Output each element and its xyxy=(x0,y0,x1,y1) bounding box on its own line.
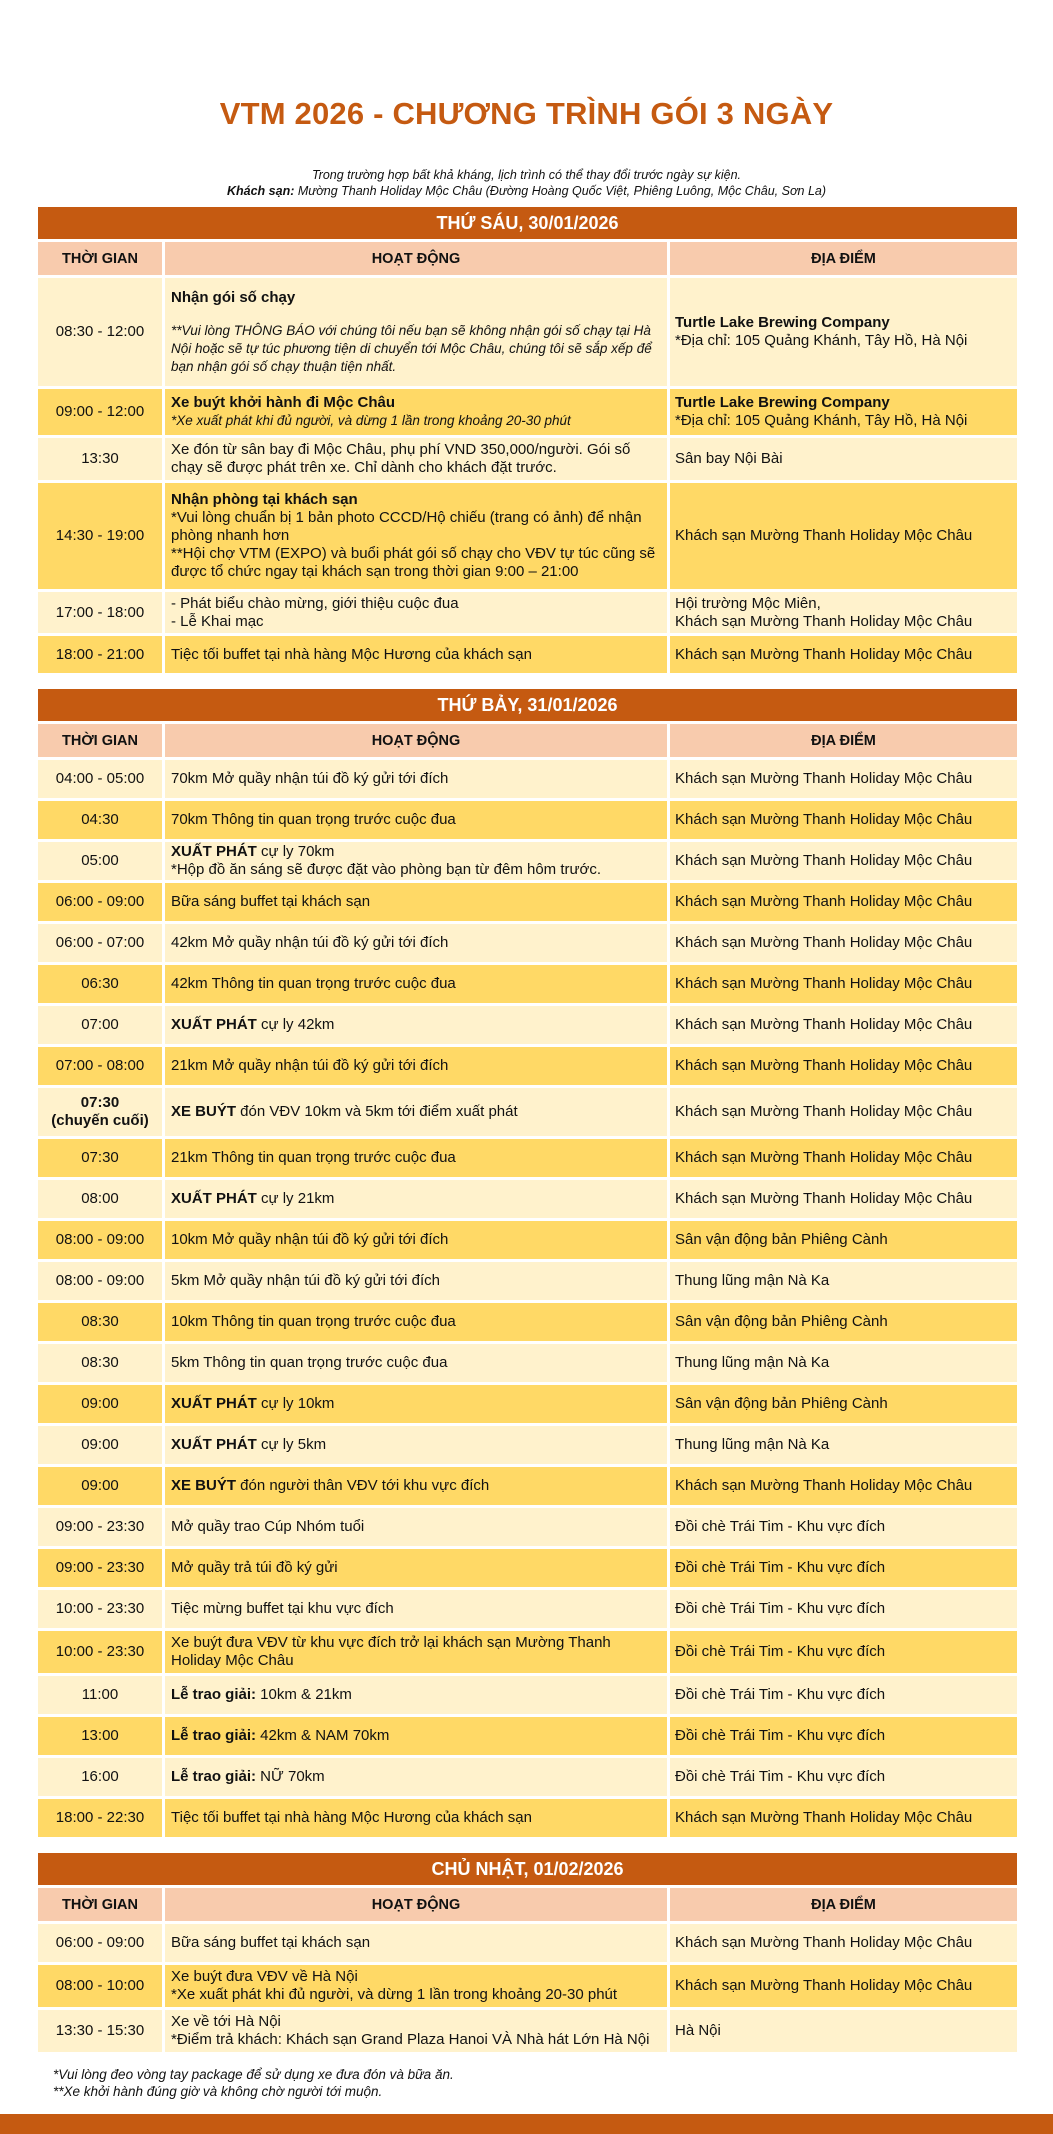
disclaimer-note: Trong trường hợp bất khả kháng, lịch trình có thể thay đổi trước ngày sự kiện. xyxy=(311,168,742,182)
footnote: **Xe khởi hành đúng giờ và không chờ người tới muộn. xyxy=(53,2084,383,2099)
col-time-header: THỜI GIAN xyxy=(38,242,162,275)
activity-text: cự ly 5km xyxy=(256,1436,327,1453)
activity-line xyxy=(171,1727,661,1745)
row-activity xyxy=(165,1088,667,1136)
col-location-header: ĐỊA ĐIỂM xyxy=(670,242,1017,275)
table-row xyxy=(38,801,1017,839)
hotel-label: Khách sạn: xyxy=(226,184,295,198)
activity-text: Xe buýt đưa VĐV về Hà Nội xyxy=(171,1968,358,1985)
activity-title: Xe buýt khởi hành đi Mộc Châu xyxy=(171,394,396,411)
activity-text: 10km Thông tin quan trọng trước cuộc đua xyxy=(171,1313,456,1330)
row-time: 08:00 xyxy=(38,1180,162,1218)
row-time: 09:00 xyxy=(38,1385,162,1423)
row-activity xyxy=(165,801,667,839)
row-location: Khách sạn Mường Thanh Holiday Mộc Châu xyxy=(670,1965,1017,2007)
row-activity: Tiệc tối buffet tại nhà hàng Mộc Hương của khách sạn xyxy=(165,636,667,673)
day-heading: CHỦ NHẬT, 01/02/2026 xyxy=(38,1853,1017,1885)
row-activity xyxy=(165,1676,667,1714)
row-time: 10:00 - 23:30 xyxy=(38,1631,162,1673)
activity-line xyxy=(171,934,661,952)
row-location: Khách sạn Mường Thanh Holiday Mộc Châu xyxy=(670,1924,1017,1962)
activity-line xyxy=(171,2013,661,2031)
row-location: Khách sạn Mường Thanh Holiday Mộc Châu xyxy=(670,1180,1017,1218)
row-activity: Xe đón từ sân bay đi Mộc Châu, phụ phí VND 350,000/người. Gói số chạy sẽ được phát trên xe. Chỉ dành cho khách đặt trước. xyxy=(165,438,667,480)
row-activity xyxy=(165,924,667,962)
activity-text: 10km & 21km xyxy=(256,1686,352,1703)
row-location: Đồi chè Trái Tim - Khu vực đích xyxy=(670,1631,1017,1673)
row-location: Thung lũng mận Nà Ka xyxy=(670,1426,1017,1464)
activity-text: Mở quầy trả túi đồ ký gửi xyxy=(171,1559,338,1576)
row-location: Khách sạn Mường Thanh Holiday Mộc Châu xyxy=(670,842,1017,880)
row-activity xyxy=(165,883,667,921)
row-time: 08:30 xyxy=(38,1344,162,1382)
row-time: 13:30 xyxy=(38,438,162,480)
table-header xyxy=(38,1888,1017,1921)
activity-emphasis: Lễ trao giải: xyxy=(171,1727,257,1744)
row-time: 05:00 xyxy=(38,842,162,880)
row-location: Sân vận động bản Phiêng Cành xyxy=(670,1303,1017,1341)
activity-text: đón người thân VĐV tới khu vực đích xyxy=(236,1477,490,1494)
activity-line xyxy=(171,1934,661,1952)
activity-text: cự ly 42km xyxy=(256,1016,335,1033)
row-activity xyxy=(165,1508,667,1546)
table-row xyxy=(38,883,1017,921)
row-time: 09:00 - 23:30 xyxy=(38,1508,162,1546)
table-row xyxy=(38,1006,1017,1044)
activity-text: cự ly 10km xyxy=(256,1395,335,1412)
table-row xyxy=(38,1965,1017,2007)
table-row xyxy=(38,1262,1017,1300)
bottom-bar xyxy=(0,2114,1053,2134)
row-time: 08:30 xyxy=(38,1303,162,1341)
activity-text: NỮ 70km xyxy=(256,1768,325,1785)
row-time: 09:00 xyxy=(38,1467,162,1505)
row-location: Khách sạn Mường Thanh Holiday Mộc Châu xyxy=(670,1006,1017,1044)
activity-text: 21km Thông tin quan trọng trước cuộc đua xyxy=(171,1149,456,1166)
activity-note: **Vui lòng THÔNG BÁO với chúng tôi nếu bạn sẽ không nhận gói số chạy tại Hà Nội hoặc sẽ tự túc phương tiện di chuyển tới Mộc Châu, chúng tôi sẽ sắp xếp để bạn nhận gói số chạy thuận tiện nhất. xyxy=(171,322,652,374)
row-location: Khách sạn Mường Thanh Holiday Mộc Châu xyxy=(670,483,1017,589)
row-location xyxy=(670,278,1017,386)
activity-line xyxy=(171,1634,661,1670)
row-activity xyxy=(165,1047,667,1085)
row-time: 08:00 - 10:00 xyxy=(38,1965,162,2007)
row-time: 14:30 - 19:00 xyxy=(38,483,162,589)
activity-line xyxy=(171,975,661,993)
table-row xyxy=(38,438,1017,480)
row-time: 07:00 xyxy=(38,1006,162,1044)
activity-text: 5km Thông tin quan trọng trước cuộc đua xyxy=(171,1354,448,1371)
activity-text: Bữa sáng buffet tại khách sạn xyxy=(171,1934,371,1951)
row-time: 13:00 xyxy=(38,1717,162,1755)
row-location: Khách sạn Mường Thanh Holiday Mộc Châu xyxy=(670,924,1017,962)
row-time: 07:30 (chuyến cuối) xyxy=(38,1088,162,1136)
activity-line xyxy=(171,1231,661,1249)
row-location: Khách sạn Mường Thanh Holiday Mộc Châu xyxy=(670,1467,1017,1505)
row-time: 18:00 - 21:00 xyxy=(38,636,162,673)
row-location: Khách sạn Mường Thanh Holiday Mộc Châu xyxy=(670,1088,1017,1136)
row-location: Đồi chè Trái Tim - Khu vực đích xyxy=(670,1676,1017,1714)
activity-line xyxy=(171,1313,661,1331)
activity-line xyxy=(171,1272,661,1290)
row-activity xyxy=(165,760,667,798)
row-time: 04:30 xyxy=(38,801,162,839)
row-time: 11:00 xyxy=(38,1676,162,1714)
row-time: 17:00 - 18:00 xyxy=(38,592,162,633)
hotel-info xyxy=(0,183,1053,199)
table-row xyxy=(38,1221,1017,1259)
row-activity xyxy=(165,1221,667,1259)
activity-emphasis: XUẤT PHÁT xyxy=(171,843,257,860)
row-time: 07:00 - 08:00 xyxy=(38,1047,162,1085)
day-section-saturday xyxy=(38,689,1017,1840)
row-location: Khách sạn Mường Thanh Holiday Mộc Châu xyxy=(670,1799,1017,1837)
table-row xyxy=(38,1088,1017,1136)
row-time: 18:00 - 22:30 xyxy=(38,1799,162,1837)
activity-line xyxy=(171,1395,661,1413)
row-activity xyxy=(165,1262,667,1300)
row-location: Khách sạn Mường Thanh Holiday Mộc Châu xyxy=(670,1139,1017,1177)
day-section-sunday xyxy=(38,1853,1017,2055)
row-location: Khách sạn Mường Thanh Holiday Mộc Châu xyxy=(670,801,1017,839)
table-row xyxy=(38,2010,1017,2052)
table-row xyxy=(38,483,1017,589)
row-location: Hội trường Mộc Miên, Khách sạn Mường Thanh Holiday Mộc Châu xyxy=(670,592,1017,633)
activity-text: Xe về tới Hà Nội xyxy=(171,2013,281,2030)
activity-emphasis: XUẤT PHÁT xyxy=(171,1395,257,1412)
activity-note: *Hộp đồ ăn sáng sẽ được đặt vào phòng bạn từ đêm hôm trước. xyxy=(171,861,602,878)
row-activity xyxy=(165,1758,667,1796)
row-location: Đồi chè Trái Tim - Khu vực đích xyxy=(670,1717,1017,1755)
row-time: 06:00 - 09:00 xyxy=(38,883,162,921)
table-row xyxy=(38,1549,1017,1587)
row-location xyxy=(670,389,1017,435)
row-location: Đồi chè Trái Tim - Khu vực đích xyxy=(670,1590,1017,1628)
row-activity: - Phát biểu chào mừng, giới thiệu cuộc đua - Lễ Khai mạc xyxy=(165,592,667,633)
row-activity xyxy=(165,1799,667,1837)
activity-text: Mở quầy trao Cúp Nhóm tuổi xyxy=(171,1518,365,1535)
row-activity xyxy=(165,2010,667,2052)
row-location: Thung lũng mận Nà Ka xyxy=(670,1262,1017,1300)
activity-text: 42km & NAM 70km xyxy=(256,1727,390,1744)
activity-note: *Xe xuất phát khi đủ người, và dừng 1 lần trong khoảng 20-30 phút xyxy=(171,1986,618,2003)
table-row xyxy=(38,636,1017,673)
activity-line xyxy=(171,1103,661,1121)
activity-line xyxy=(171,1968,661,1986)
row-time: 07:30 xyxy=(38,1139,162,1177)
activity-line xyxy=(171,893,661,911)
row-activity xyxy=(165,278,667,386)
row-time: 08:30 - 12:00 xyxy=(38,278,162,386)
row-activity xyxy=(165,1631,667,1673)
row-location: Đồi chè Trái Tim - Khu vực đích xyxy=(670,1758,1017,1796)
table-row xyxy=(38,842,1017,880)
activity-emphasis: XE BUÝT xyxy=(171,1477,237,1494)
row-location: Sân vận động bản Phiêng Cành xyxy=(670,1221,1017,1259)
table-row xyxy=(38,924,1017,962)
col-time-header: THỜI GIAN xyxy=(38,724,162,757)
activity-text: 42km Mở quầy nhận túi đồ ký gửi tới đích xyxy=(171,934,449,951)
row-location: Sân vận động bản Phiêng Cành xyxy=(670,1385,1017,1423)
activity-line xyxy=(171,1518,661,1536)
row-time: 16:00 xyxy=(38,1758,162,1796)
activity-line xyxy=(171,1016,661,1034)
row-activity xyxy=(165,1467,667,1505)
row-activity xyxy=(165,1549,667,1587)
row-location: Khách sạn Mường Thanh Holiday Mộc Châu xyxy=(670,965,1017,1003)
activity-text: 10km Mở quầy nhận túi đồ ký gửi tới đích xyxy=(171,1231,449,1248)
location-title: Turtle Lake Brewing Company xyxy=(675,314,890,331)
day-heading: THỨ SÁU, 30/01/2026 xyxy=(38,207,1017,239)
activity-text: Tiệc tối buffet tại nhà hàng Mộc Hương của khách sạn xyxy=(171,1809,532,1826)
table-row xyxy=(38,1467,1017,1505)
row-time: 06:00 - 09:00 xyxy=(38,1924,162,1962)
activity-line xyxy=(171,1809,661,1827)
activity-line xyxy=(171,1354,661,1372)
table-row xyxy=(38,1631,1017,1673)
table-row xyxy=(38,760,1017,798)
activity-emphasis: Lễ trao giải: xyxy=(171,1768,257,1785)
activity-text: cự ly 70km xyxy=(256,843,335,860)
activity-text: đón VĐV 10km và 5km tới điểm xuất phát xyxy=(236,1103,518,1120)
table-row xyxy=(38,965,1017,1003)
row-location: Sân bay Nội Bài xyxy=(670,438,1017,480)
activity-emphasis: XUẤT PHÁT xyxy=(171,1436,257,1453)
table-row xyxy=(38,1799,1017,1837)
activity-emphasis: XUẤT PHÁT xyxy=(171,1190,257,1207)
table-row xyxy=(38,1924,1017,1962)
activity-title: Nhận phòng tại khách sạn xyxy=(171,491,358,508)
footnote: *Vui lòng đeo vòng tay package để sử dụng xe đưa đón và bữa ăn. xyxy=(53,2067,454,2082)
activity-text: Tiệc mừng buffet tại khu vực đích xyxy=(171,1600,394,1617)
activity-text: 21km Mở quầy nhận túi đồ ký gửi tới đích xyxy=(171,1057,449,1074)
row-activity xyxy=(165,1303,667,1341)
activity-text: Xe buýt đưa VĐV từ khu vực đích trở lại khách sạn Mường Thanh Holiday Mộc Châu xyxy=(171,1634,615,1669)
page-title: VTM 2026 - CHƯƠNG TRÌNH GÓI 3 NGÀY xyxy=(219,96,834,131)
table-row xyxy=(38,278,1017,386)
activity-line xyxy=(171,843,661,861)
table-header xyxy=(38,724,1017,757)
row-activity xyxy=(165,1139,667,1177)
location-note: *Địa chỉ: 105 Quảng Khánh, Tây Hồ, Hà Nội xyxy=(675,412,968,429)
row-location: Khách sạn Mường Thanh Holiday Mộc Châu xyxy=(670,760,1017,798)
activity-text: cự ly 21km xyxy=(256,1190,335,1207)
row-location: Đồi chè Trái Tim - Khu vực đích xyxy=(670,1508,1017,1546)
activity-line xyxy=(171,1436,661,1454)
row-activity xyxy=(165,1006,667,1044)
table-row xyxy=(38,1508,1017,1546)
row-time: 09:00 - 12:00 xyxy=(38,389,162,435)
table-row xyxy=(38,592,1017,633)
row-time: 06:30 xyxy=(38,965,162,1003)
day-section-friday xyxy=(38,207,1017,676)
row-location: Đồi chè Trái Tim - Khu vực đích xyxy=(670,1549,1017,1587)
row-activity xyxy=(165,1385,667,1423)
activity-title: Nhận gói số chạy xyxy=(171,288,296,306)
table-row xyxy=(38,1180,1017,1218)
activity-line xyxy=(171,1686,661,1704)
row-activity xyxy=(165,1965,667,2007)
table-row xyxy=(38,1303,1017,1341)
row-location: Khách sạn Mường Thanh Holiday Mộc Châu xyxy=(670,636,1017,673)
table-row xyxy=(38,389,1017,435)
row-activity xyxy=(165,1717,667,1755)
activity-text: 5km Mở quầy nhận túi đồ ký gửi tới đích xyxy=(171,1272,441,1289)
col-activity-header: HOẠT ĐỘNG xyxy=(165,242,667,275)
table-row xyxy=(38,1385,1017,1423)
activity-emphasis: XUẤT PHÁT xyxy=(171,1016,257,1033)
location-title: Turtle Lake Brewing Company xyxy=(675,394,890,411)
row-activity xyxy=(165,1180,667,1218)
row-time: 09:00 - 23:30 xyxy=(38,1549,162,1587)
activity-note: *Xe xuất phát khi đủ người, và dừng 1 lần trong khoảng 20-30 phút xyxy=(171,413,571,428)
table-row xyxy=(38,1676,1017,1714)
activity-text: 70km Mở quầy nhận túi đồ ký gửi tới đích xyxy=(171,770,449,787)
activity-line xyxy=(171,1057,661,1075)
row-activity xyxy=(165,965,667,1003)
table-row xyxy=(38,1139,1017,1177)
row-location: Thung lũng mận Nà Ka xyxy=(670,1344,1017,1382)
row-activity xyxy=(165,1590,667,1628)
activity-note: *Vui lòng chuẩn bị 1 bản photo CCCD/Hộ chiếu (trang có ảnh) để nhận phòng nhanh hơn **Hội chợ VTM (EXPO) và buổi phát gói số chạy cho VĐV tự túc cũng sẽ được tổ chức ngay tại khách sạn trong thời gian 9:00 – 21:00 xyxy=(171,509,656,580)
col-time-header: THỜI GIAN xyxy=(38,1888,162,1921)
col-activity-header: HOẠT ĐỘNG xyxy=(165,724,667,757)
table-row xyxy=(38,1426,1017,1464)
row-time: 13:30 - 15:30 xyxy=(38,2010,162,2052)
row-activity xyxy=(165,1426,667,1464)
activity-line xyxy=(171,770,661,788)
activity-line xyxy=(171,1477,661,1495)
location-note: *Địa chỉ: 105 Quảng Khánh, Tây Hồ, Hà Nội xyxy=(675,332,968,349)
day-heading: THỨ BẢY, 31/01/2026 xyxy=(38,689,1017,721)
table-row xyxy=(38,1717,1017,1755)
activity-note: *Điểm trả khách: Khách sạn Grand Plaza Hanoi VÀ Nhà hát Lớn Hà Nội xyxy=(171,2031,650,2048)
row-activity xyxy=(165,483,667,589)
activity-line xyxy=(171,1600,661,1618)
col-location-header: ĐỊA ĐIỂM xyxy=(670,1888,1017,1921)
row-time: 04:00 - 05:00 xyxy=(38,760,162,798)
activity-emphasis: XE BUÝT xyxy=(171,1103,237,1120)
activity-text: 70km Thông tin quan trọng trước cuộc đua xyxy=(171,811,456,828)
row-time: 06:00 - 07:00 xyxy=(38,924,162,962)
row-location: Khách sạn Mường Thanh Holiday Mộc Châu xyxy=(670,1047,1017,1085)
activity-text: Bữa sáng buffet tại khách sạn xyxy=(171,893,371,910)
row-location: Khách sạn Mường Thanh Holiday Mộc Châu xyxy=(670,883,1017,921)
sunday-rows xyxy=(38,1924,1017,2052)
activity-emphasis: Lễ trao giải: xyxy=(171,1686,257,1703)
activity-line xyxy=(171,811,661,829)
row-time: 10:00 - 23:30 xyxy=(38,1590,162,1628)
table-header xyxy=(38,242,1017,275)
activity-text: 42km Thông tin quan trọng trước cuộc đua xyxy=(171,975,456,992)
row-time: 08:00 - 09:00 xyxy=(38,1221,162,1259)
row-time: 09:00 xyxy=(38,1426,162,1464)
col-location-header: ĐỊA ĐIỂM xyxy=(670,724,1017,757)
saturday-rows xyxy=(38,760,1017,1837)
table-row xyxy=(38,1758,1017,1796)
table-row xyxy=(38,1047,1017,1085)
row-location: Hà Nội xyxy=(670,2010,1017,2052)
hotel-value: Mường Thanh Holiday Mộc Châu (Đường Hoàng Quốc Việt, Phiêng Luông, Mộc Châu, Sơn La) xyxy=(297,184,827,198)
col-activity-header: HOẠT ĐỘNG xyxy=(165,1888,667,1921)
table-row xyxy=(38,1590,1017,1628)
row-activity xyxy=(165,1344,667,1382)
row-activity xyxy=(165,842,667,880)
activity-line xyxy=(171,1768,661,1786)
activity-line xyxy=(171,1559,661,1577)
row-activity xyxy=(165,1924,667,1962)
activity-line xyxy=(171,1190,661,1208)
row-activity xyxy=(165,389,667,435)
activity-line xyxy=(171,1149,661,1167)
row-time: 08:00 - 09:00 xyxy=(38,1262,162,1300)
table-row xyxy=(38,1344,1017,1382)
